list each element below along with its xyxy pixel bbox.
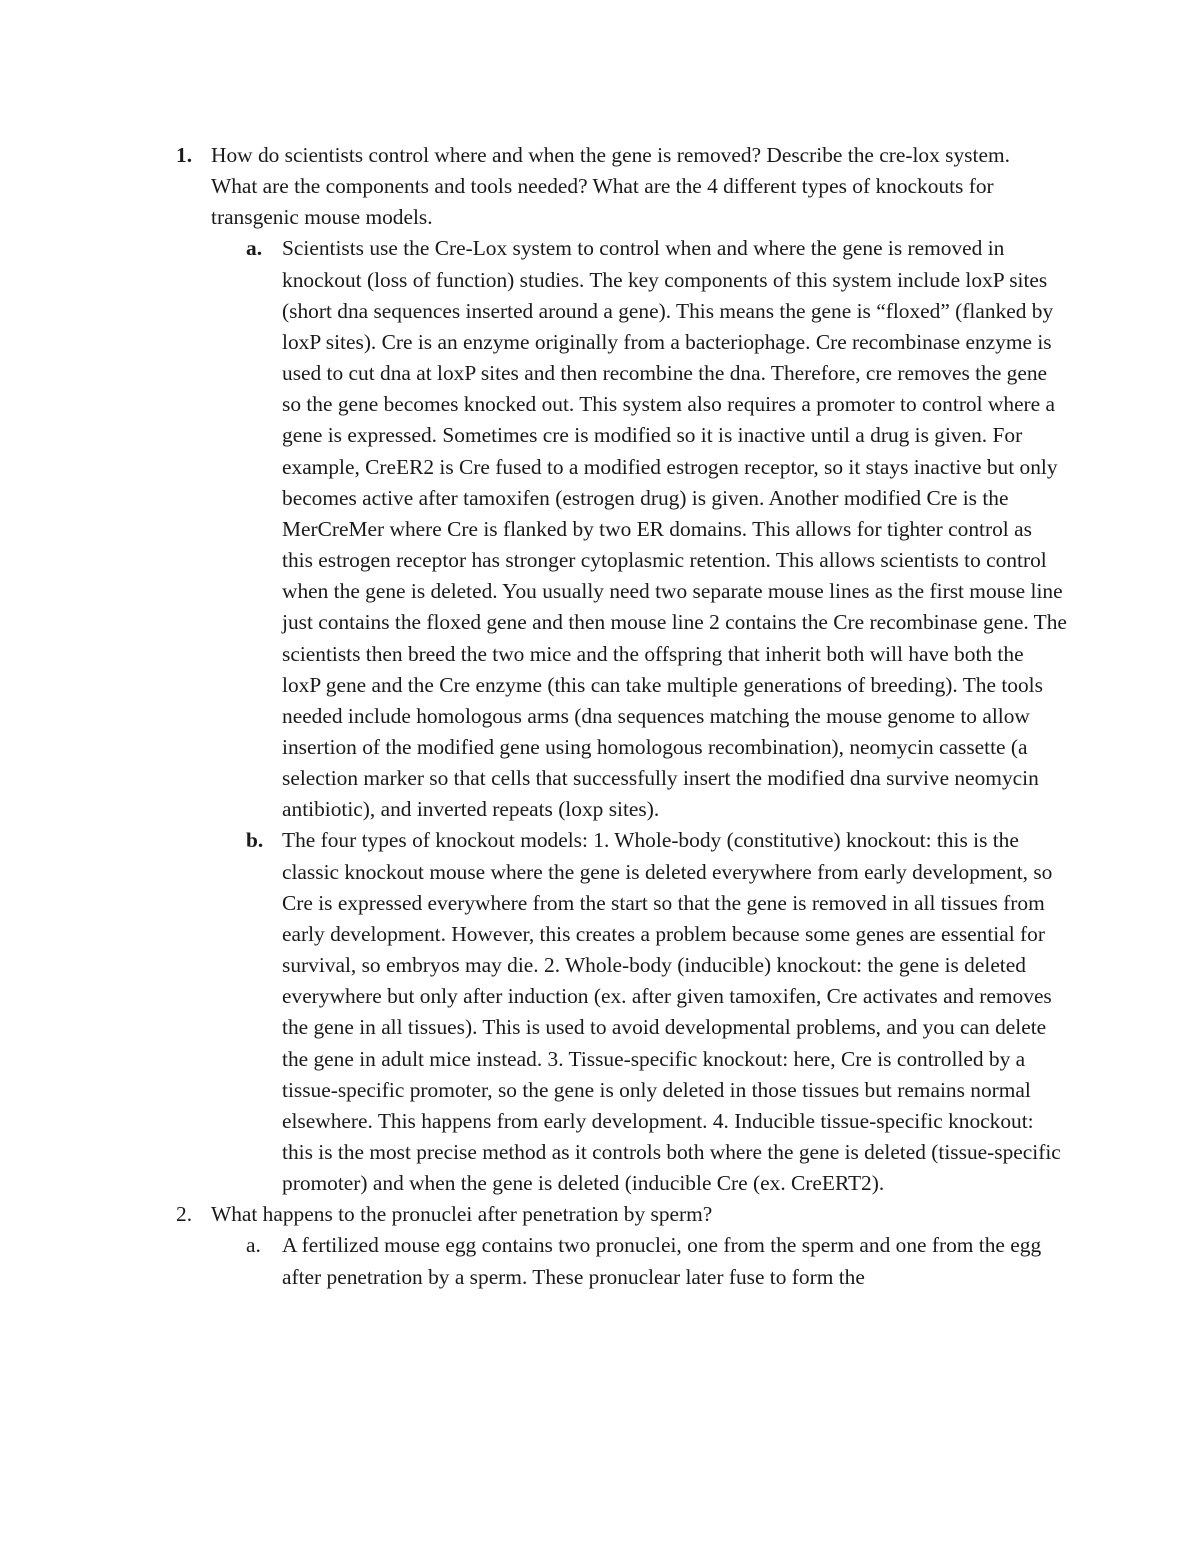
answer-2a bbox=[0, 1230, 1067, 1292]
answer-letter: b. bbox=[246, 828, 264, 853]
answer-text: The four types of knockout models: 1. Whole-body (constitutive) knockout: this is the classic knockout mouse where the gene is deleted everywhere from early development, so Cre is expressed everywhere from the start so that the gene is removed in all tissues from early development. However, this creates a problem because some genes are essential for survival, so embryos may die. 2. Whole-body (inducible) knockout: the gene is deleted everywhere but only after induction (ex. after given tamoxifen, Cre activates and removes the gene in all tissues). This is used to avoid developmental problems, and you can delete the gene in adult mice instead. 3. Tissue-specific knockout: here, Cre is controlled by a tissue-specific promoter, so the gene is only deleted in those tissues but remains normal elsewhere. This happens from early development. 4. Inducible tissue-specific knockout: this is the most precise method as it controls both where the gene is deleted (tissue-specific promoter) and when the gene is deleted (inducible Cre (ex. CreERT2). bbox=[282, 828, 1061, 1196]
answer-letter: a. bbox=[246, 1233, 261, 1258]
answer-1a bbox=[0, 233, 1067, 825]
question-number: 2. bbox=[176, 1202, 193, 1227]
question-number: 1. bbox=[176, 143, 193, 167]
question-1 bbox=[0, 140, 1061, 233]
answer-text: A fertilized mouse egg contains two pronuclei, one from the sperm and one from the egg after penetration by a sperm. These pronuclear later fuse to form the bbox=[282, 1233, 1042, 1289]
question-text: What happens to the pronuclei after penetration by sperm? bbox=[211, 1202, 713, 1227]
answer-letter: a. bbox=[246, 236, 263, 261]
answer-1b bbox=[0, 825, 1067, 1199]
question-2 bbox=[0, 1199, 1061, 1230]
question-text: How do scientists control where and when the gene is removed? Describe the cre-lox system. What are the components and tools needed? What are the 4 different types of knockouts for transgenic mouse models. bbox=[211, 143, 1010, 230]
answer-text: Scientists use the Cre-Lox system to control when and where the gene is removed in knockout (loss of function) studies. The key components of this system include loxP sites (short dna sequences inserted around a gene). This means the gene is “floxed” (flanked by loxP sites). Cre is an enzyme originally from a bacteriophage. Cre recombinase enzyme is used to cut dna at loxP sites and then recombine the dna. Therefore, cre removes the gene so the gene becomes knocked out. This system also requires a promoter to control where a gene is expressed. Sometimes cre is modified so it is inactive until a drug is given. For example, CreER2 is Cre fused to a modified estrogen receptor, so it stays inactive but only becomes active after tamoxifen (estrogen drug) is given. Another modified Cre is the MerCreMer where Cre is flanked by two ER domains. This allows for tighter control as this estrogen receptor has stronger cytoplasmic retention. This allows scientists to control when the gene is deleted. You usually need two separate mouse lines as the first mouse line just contains the floxed gene and then mouse line 2 contains the Cre recombinase gene. The scientists then breed the two mice and the offspring that inherit both will have both the loxP gene and the Cre enzyme (this can take multiple generations of breeding). The tools needed include homologous arms (dna sequences matching the mouse genome to allow insertion of the modified gene using homologous recombination), neomycin cassette (a selection marker so that cells that successfully insert the modified dna survive neomycin antibiotic), and inverted repeats (loxp sites). bbox=[282, 236, 1067, 822]
document-page bbox=[0, 140, 1200, 1293]
